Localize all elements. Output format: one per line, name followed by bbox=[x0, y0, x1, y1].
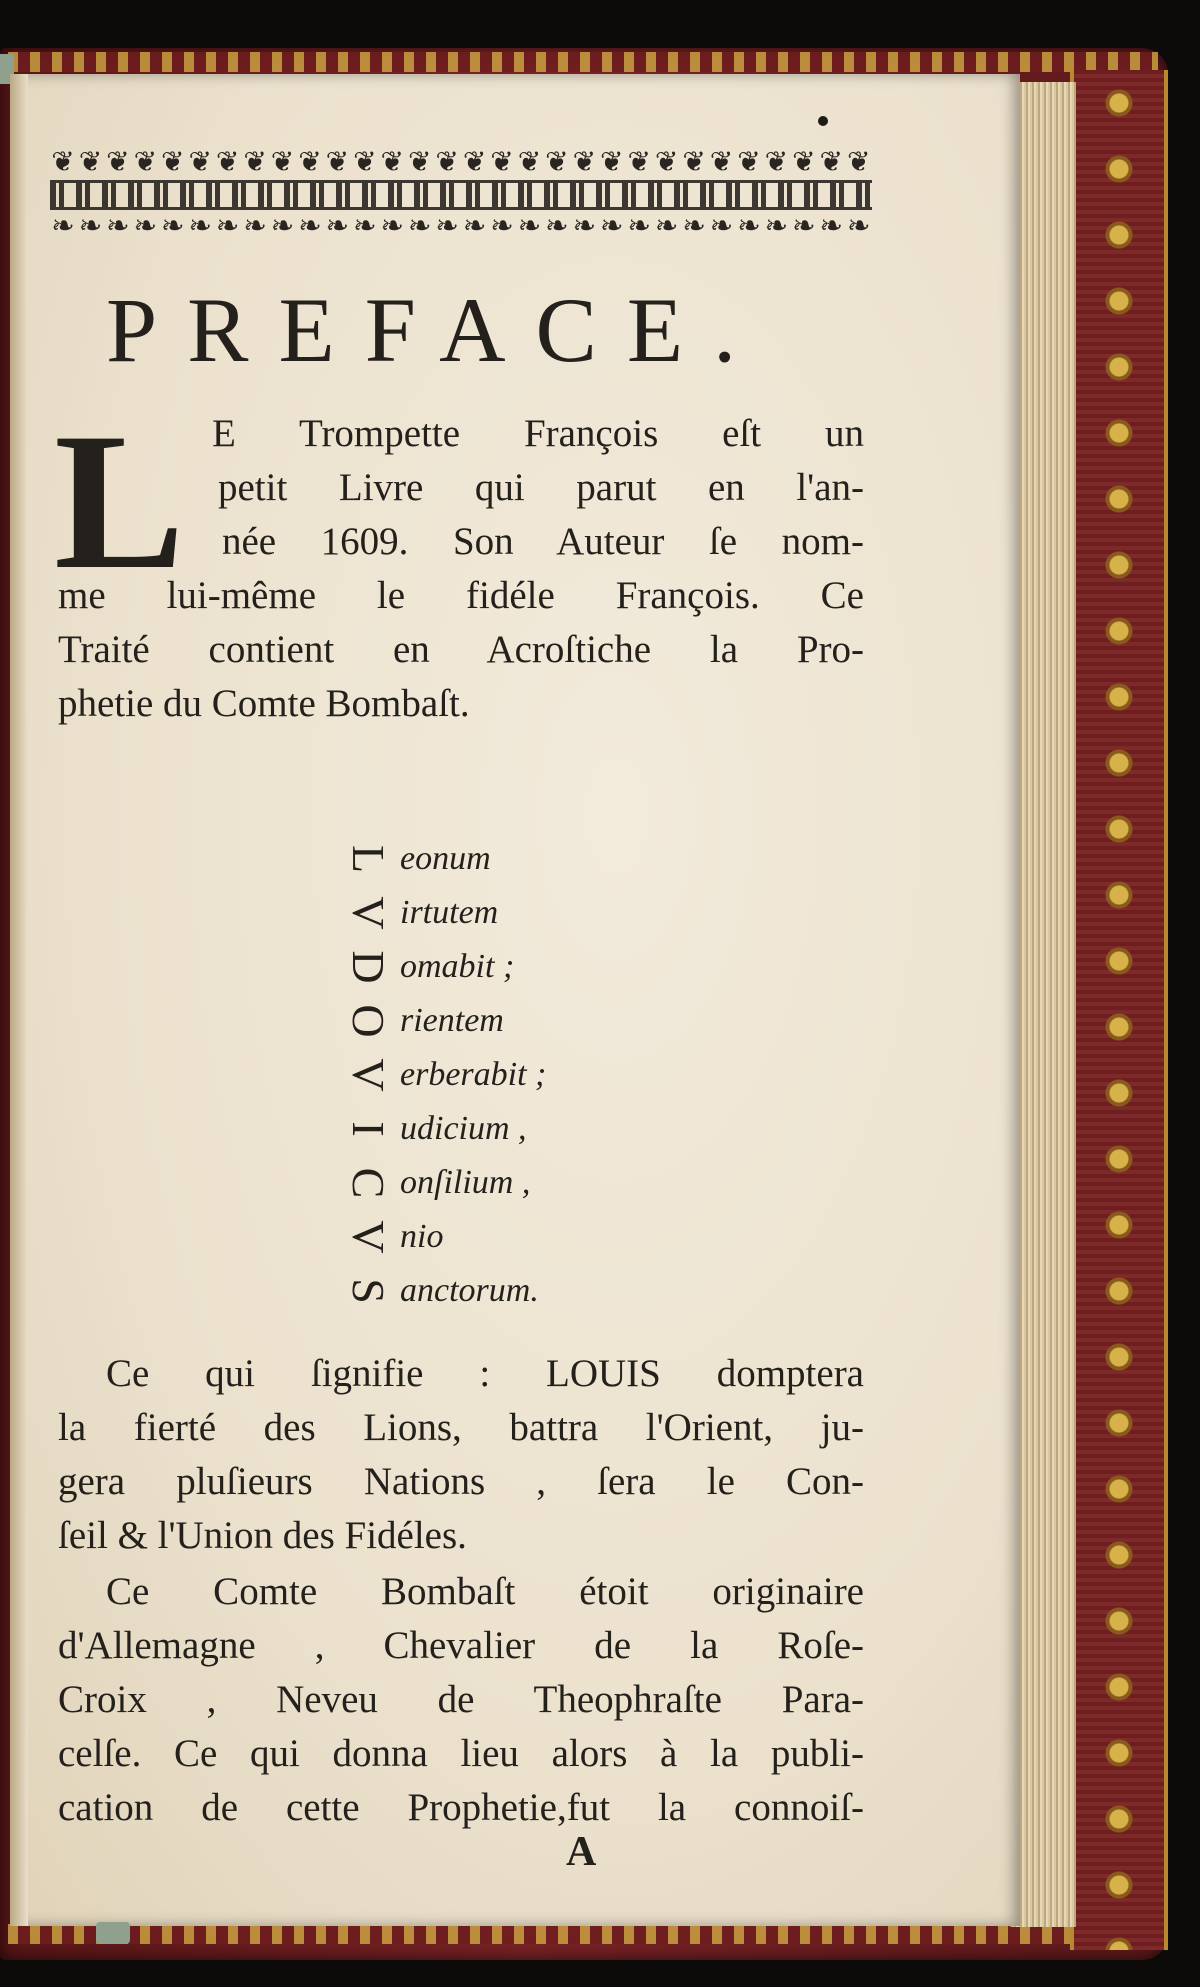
acrostic-row bbox=[340, 1048, 546, 1102]
acrostic-word: irtutem bbox=[400, 894, 499, 931]
acrostic-row bbox=[340, 1102, 546, 1156]
acrostic-letter: L bbox=[343, 844, 394, 874]
drop-cap: L bbox=[54, 393, 185, 610]
text-line: d'Allemagne , Chevalier de la Roſe- bbox=[58, 1624, 864, 1667]
acrostic-row bbox=[340, 940, 546, 994]
acrostic-word: rientem bbox=[400, 1002, 504, 1039]
text-line: celſe. Ce qui donna lieu alors à la publi- bbox=[58, 1732, 864, 1775]
gilt-border-top bbox=[8, 52, 1158, 72]
ornament-band bbox=[50, 180, 872, 210]
text-line: cation de cette Prophetie,fut la connoiſ- bbox=[58, 1786, 864, 1829]
text-line: Ce Comte Bombaſt étoit originaire bbox=[106, 1570, 864, 1613]
ink-dot bbox=[818, 116, 828, 126]
ornament-row-bottom: ❧ ❧ ❧ ❧ ❧ ❧ ❧ ❧ ❧ ❧ ❧ ❧ ❧ ❧ ❧ ❧ ❧ ❧ ❧ ❧ ❧ ❧ ❧ ❧ ❧ ❧ ❧ ❧ ❧ ❧ bbox=[51, 214, 871, 240]
acrostic-letter: V bbox=[343, 1220, 394, 1254]
acrostic-row bbox=[340, 832, 546, 886]
text-line: phetie du Comte Bombaſt. bbox=[58, 682, 470, 725]
acrostic-letter: V bbox=[343, 896, 394, 930]
gilt-border-right bbox=[1070, 70, 1168, 1950]
text-line: petit Livre qui parut en l'an- bbox=[218, 466, 864, 509]
text-line: Ce qui ſignifie : LOUIS domptera bbox=[106, 1352, 864, 1395]
acrostic-word: anctorum. bbox=[400, 1272, 539, 1309]
ornament-row-top: ❦ ❦ ❦ ❦ ❦ ❦ ❦ ❦ ❦ ❦ ❦ ❦ ❦ ❦ ❦ ❦ ❦ ❦ ❦ ❦ ❦ ❦ ❦ ❦ ❦ ❦ ❦ ❦ ❦ ❦ bbox=[51, 150, 871, 176]
acrostic-row bbox=[340, 1264, 546, 1318]
text-line: ſeil & l'Union des Fidéles. bbox=[58, 1514, 467, 1557]
signature-mark: A bbox=[566, 1829, 597, 1875]
acrostic-word: eonum bbox=[400, 840, 491, 877]
acrostic-row bbox=[340, 886, 546, 940]
text-line: Croix , Neveu de Theophraſte Para- bbox=[58, 1678, 864, 1721]
acrostic-letter: O bbox=[343, 1004, 394, 1038]
text-line: Traité contient en Acroſtiche la Pro- bbox=[58, 628, 864, 671]
page-gutter bbox=[10, 74, 28, 1926]
gilt-border-bottom bbox=[8, 1924, 1158, 1944]
acrostic-letter: I bbox=[343, 1121, 394, 1137]
acrostic-word: udicium , bbox=[400, 1110, 527, 1147]
acrostic-row bbox=[340, 994, 546, 1048]
acrostic-word: onſilium , bbox=[400, 1164, 531, 1201]
acrostic-word: omabit ; bbox=[400, 948, 515, 985]
acrostic-letter: V bbox=[343, 1058, 394, 1092]
acrostic-letter: C bbox=[343, 1167, 394, 1199]
text-line: me lui-même le fidéle François. Ce bbox=[58, 574, 864, 617]
acrostic-word: erberabit ; bbox=[400, 1056, 547, 1093]
book-page bbox=[10, 74, 1020, 1926]
acrostic-letter: S bbox=[343, 1278, 394, 1304]
text-line: E Trompette François eſt un bbox=[212, 412, 864, 455]
printers-ornament bbox=[50, 150, 872, 240]
page-title: PREFACE. bbox=[106, 279, 767, 381]
text-line: gera pluſieurs Nations , ſera le Con- bbox=[58, 1460, 864, 1503]
acrostic-word: nio bbox=[400, 1218, 444, 1255]
acrostic-row bbox=[340, 1156, 546, 1210]
acrostic-letter: D bbox=[343, 950, 394, 984]
acrostic bbox=[340, 832, 546, 1318]
acrostic-row bbox=[340, 1210, 546, 1264]
text-line: née 1609. Son Auteur ſe nom- bbox=[222, 520, 864, 563]
bookmark-ribbon-bottom bbox=[96, 1922, 130, 1944]
text-line: la fierté des Lions, battra l'Orient, ju- bbox=[58, 1406, 864, 1449]
